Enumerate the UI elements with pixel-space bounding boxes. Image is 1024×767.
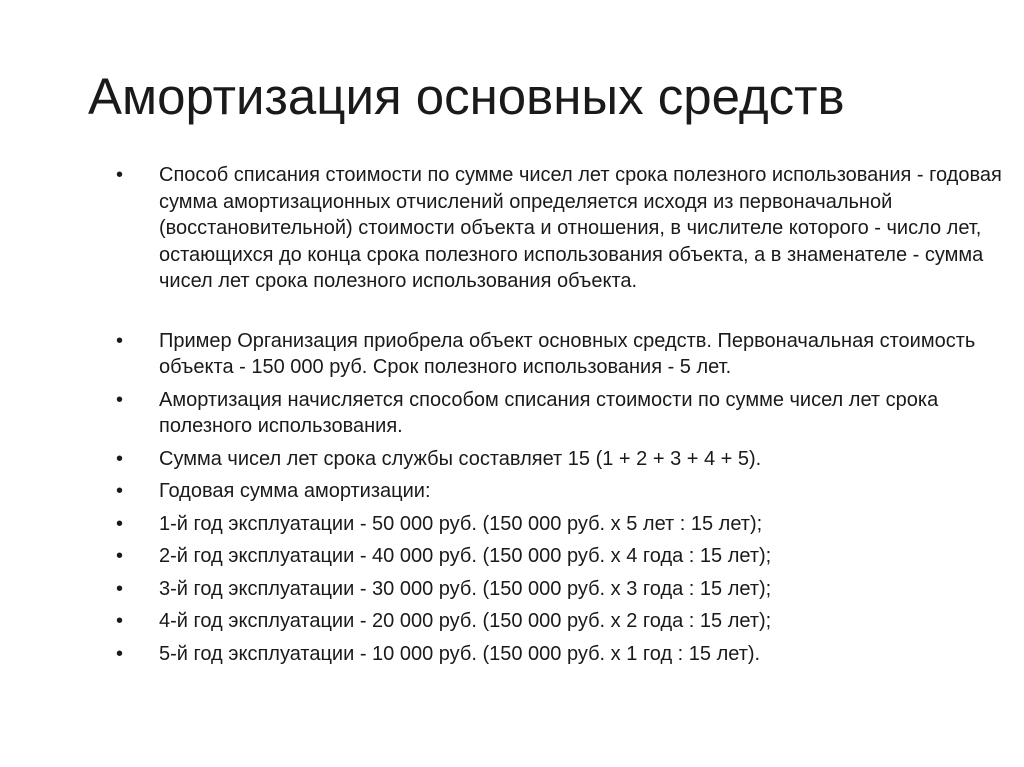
bullet-marker: • xyxy=(116,329,124,352)
bullet-item-year-1 xyxy=(116,511,1011,538)
bullet-item-year-4 xyxy=(116,608,1011,635)
bullet-text: 4-й год эксплуатации - 20 000 руб. (150 000 руб. x 2 года : 15 лет); xyxy=(159,610,772,632)
bullet-text: 3-й год эксплуатации - 30 000 руб. (150 000 руб. x 3 года : 15 лет); xyxy=(159,577,772,600)
bullet-marker: • xyxy=(116,642,124,665)
bullet-text: Пример Организация приобрела объект основных средств. Первоначальная стоимость объекта - 150 000 руб. Срок полезного использования - 5 лет. xyxy=(159,329,976,378)
bullet-marker: • xyxy=(116,577,124,600)
bullet-marker: • xyxy=(116,545,124,567)
bullet-item-method xyxy=(116,387,1011,440)
bullet-text: Годовая сумма амортизации: xyxy=(159,480,431,502)
bullet-item-year-3 xyxy=(116,576,1011,603)
bullet-marker: • xyxy=(116,388,124,411)
bullet-text: Амортизация начисляется способом списания стоимости по сумме чисел лет срока полезного использования. xyxy=(159,388,939,437)
bullet-marker: • xyxy=(116,512,124,535)
bullet-item-sum-of-years xyxy=(116,446,1011,473)
bullet-item-annual-amount xyxy=(116,478,1011,505)
bullet-item-method-definition xyxy=(116,162,1011,295)
bullet-text: 5-й год эксплуатации - 10 000 руб. (150 000 руб. x 1 год : 15 лет). xyxy=(159,642,761,665)
bullet-text: 2-й год эксплуатации - 40 000 руб. (150 000 руб. x 4 года : 15 лет); xyxy=(159,545,772,567)
bullet-item-example xyxy=(116,328,1011,381)
bullet-text: 1-й год эксплуатации - 50 000 руб. (150 000 руб. x 5 лет : 15 лет); xyxy=(159,512,763,535)
bullet-item-year-2 xyxy=(116,543,1011,570)
slide-title: Амортизация основных средств xyxy=(88,68,845,125)
bullet-text: Сумма чисел лет срока службы составляет 15 (1 + 2 + 3 + 4 + 5). xyxy=(159,447,762,470)
bullet-text: Способ списания стоимости по сумме чисел лет срока полезного использования - годовая сумма амортизационных отчислений определяется исходя из первоначальной (восстановительной) стоимости объекта и отношения, в числителе которого - число лет, остающихся до конца срока полезного использования объекта, а в знаменателе - сумма чисел лет срока полезного использования объекта. xyxy=(159,164,1002,292)
bullet-list xyxy=(116,162,1011,673)
bullet-marker: • xyxy=(116,480,124,502)
bullet-marker: • xyxy=(116,164,124,186)
bullet-marker: • xyxy=(116,610,124,632)
bullet-marker: • xyxy=(116,447,124,470)
bullet-item-year-5 xyxy=(116,641,1011,668)
